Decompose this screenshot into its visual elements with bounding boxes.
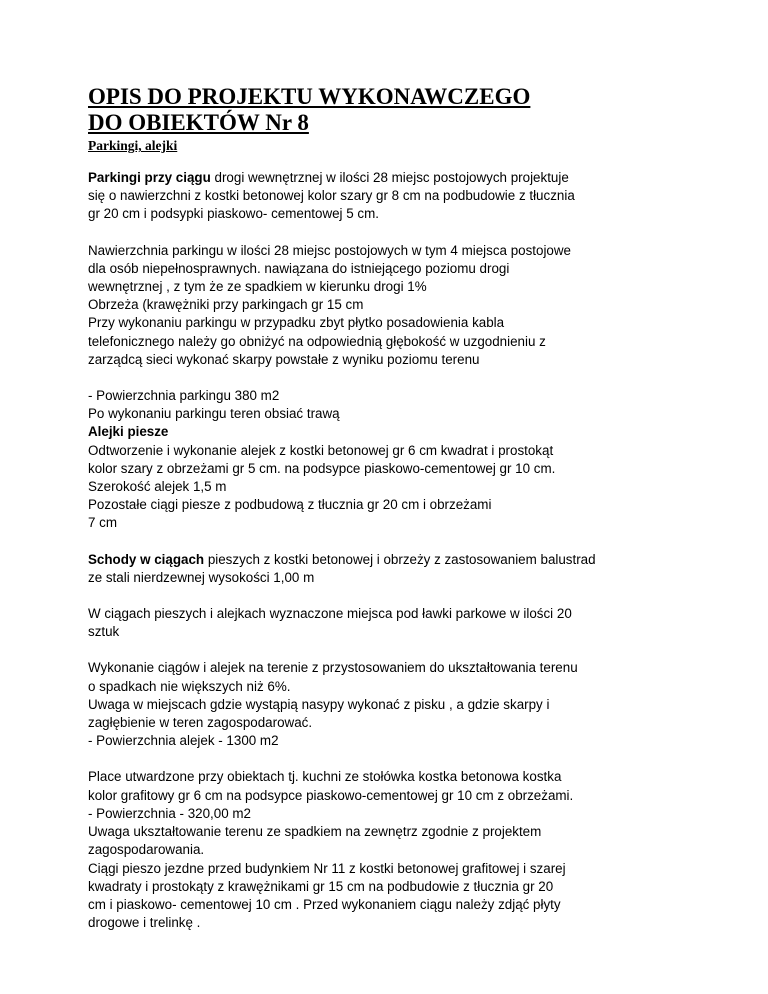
spacer [88,587,688,605]
paragraph-paths [88,659,688,750]
text-span: drogi wewnętrznej w ilości 28 miejsc postojowych projektuje [210,170,569,185]
text-line: kolor grafitowy gr 6 cm na podsypce piaskowo-cementowej gr 10 cm z obrzeżami. [88,787,574,803]
text-line: Ciągi pieszo jezdne przed budynkiem Nr 11 z kostki betonowej grafitowej i szarej [88,860,566,876]
text-line: dla osób niepełnosprawnych. nawiązana do istniejącego poziomu drogi [88,260,510,276]
text-span: pieszych z kostki betonowej i obrzeży z zastosowaniem balustrad [204,551,596,567]
spacer [88,155,688,169]
paragraph-stairs [88,551,688,587]
text-line: 7 cm [88,515,118,531]
text-line: sztuk [88,624,120,640]
paragraph-benches [88,605,688,641]
text-line: ze stali nierdzewnej wysokości 1,00 m [88,569,315,585]
text-line: zagłębienie w teren zagospodarować. [88,715,313,731]
text-line: kwadraty i prostokąty z krawężnikami gr 15 cm na podbudowie z tłucznia gr 20 [88,878,554,894]
text-line: Przy wykonaniu parkingu w przypadku zbyt płytko posadowienia kabla [88,315,505,331]
text-line: Place utwardzone przy obiektach tj. kuchni ze stołówka kostka betonowa kostka [88,769,562,785]
spacer [88,533,688,551]
text-line: cm i piaskowo- cementowej 10 cm . Przed wykonaniem ciągu należy zdjąć płyty [88,896,561,912]
text-line: się o nawierzchni z kostki betonowej kolor szary gr 8 cm na podbudowie z tłucznia [88,188,575,204]
paragraph-parking-surface [88,242,688,369]
text-line: zagospodarowania. [88,842,205,858]
text-line: W ciągach pieszych i alejkach wyznaczone miejsca pod ławki parkowe w ilości 20 [88,606,572,622]
text-line: Wykonanie ciągów i alejek na terenie z przystosowaniem do ukształtowania terenu [88,660,578,676]
text-line: Pozostałe ciągi piesze z podbudową z tłucznia gr 20 cm i obrzeżami [88,497,492,513]
text-line: wewnętrznej , z tym że ze spadkiem w kierunku drogi 1% [88,279,427,295]
text-line: Obrzeża (krawężniki przy parkingach gr 15 cm [88,297,364,313]
text-line: o spadkach nie większych niż 6%. [88,678,291,694]
text-line: Uwaga w miejscach gdzie wystąpią nasypy wykonać z pisku , a gdzie skarpy i [88,696,550,712]
text-line: Po wykonaniu parkingu teren obsiać trawą [88,406,340,422]
paragraph-squares [88,768,688,932]
text-line: kolor szary z obrzeżami gr 5 cm. na podsypce piaskowo-cementowej gr 10 cm. [88,460,556,476]
document-subtitle: Parkingi, alejki [88,138,178,153]
document-title [88,84,688,136]
text-line: zarządcą sieci wykonać skarpy powstałe z wyniku poziomu terenu [88,351,480,367]
paragraph-parking [88,169,688,224]
text-line: drogowe i trelinkę . [88,915,201,931]
text-line: gr 20 cm i podsypki piaskowo- cementowej 5 cm. [88,206,379,222]
title-line-1: OPIS DO PROJEKTU WYKONAWCZEGO [88,84,531,109]
paragraph-alleys [88,387,688,533]
text-line: telefonicznego należy go obniżyć na odpowiednią głębokość w uzgodnieniu z [88,333,546,349]
bold-lead: Parkingi przy ciągu [88,170,211,185]
text-line: - Powierzchnia alejek - 1300 m2 [88,733,279,749]
text-line: - Powierzchnia parkingu 380 m2 [88,388,280,404]
spacer [88,750,688,768]
spacer [88,224,688,242]
document-page [88,84,688,932]
text-line: Nawierzchnia parkingu w ilości 28 miejsc postojowych w tym 4 miejsca postojowe [88,242,571,258]
spacer [88,641,688,659]
title-line-2: DO OBIEKTÓW Nr 8 [88,110,309,135]
text-line: - Powierzchnia - 320,00 m2 [88,805,251,821]
bold-lead: Schody w ciągach [88,551,205,567]
text-line: Uwaga ukształtowanie terenu ze spadkiem na zewnętrz zgodnie z projektem [88,824,542,840]
text-line: Szerokość alejek 1,5 m [88,479,227,495]
text-line [88,169,688,187]
section-heading-alleys: Alejki piesze [88,424,169,440]
text-line [88,551,688,569]
spacer [88,369,688,387]
text-line: Odtworzenie i wykonanie alejek z kostki betonowej gr 6 cm kwadrat i prostokąt [88,442,554,458]
